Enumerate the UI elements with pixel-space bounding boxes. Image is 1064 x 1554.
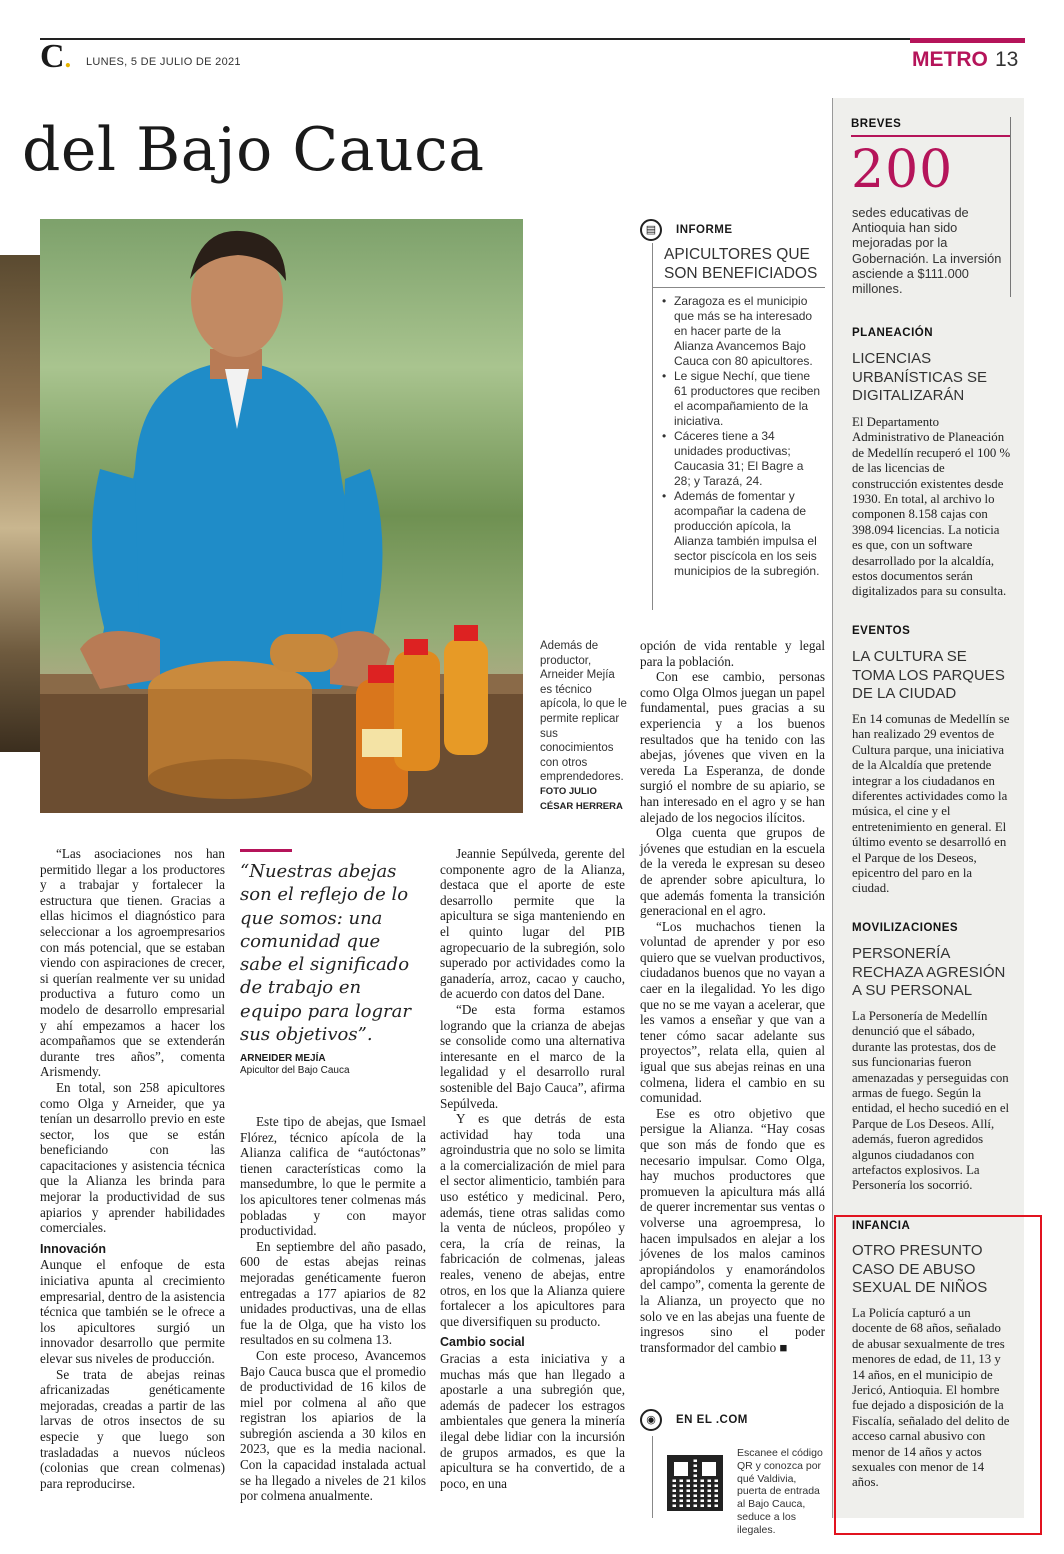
breves-label: BREVES <box>851 118 902 130</box>
photo-caption-text: Además de productor, Arneider Mejía es técnico apícola, lo que le permite replicar sus conocimientos con otros emprendedores. <box>540 640 627 784</box>
paragraph: Con este proceso, Avancemos Bajo Cauca busca que el promedio de productividad de 16 kilos de miel por colmena al año que registran los apiarios de la subregión ascienda a 30 kilos en 2023, que es la media nacional. Con la capacidad instalada actual se ha llegado a niveles de 21 kilos por colmena anualmente. <box>240 1347 426 1504</box>
brief-text-movilizaciones: La Personería de Medellín denunció que el sábado, durante las protestas, dos de sus funcionarias fueron amenazadas y perseguidas con armas de fuego. Según la entidad, el hecho sucedió en el Parque de Los Deseos. Allí, además, fueron agredidos algunos ciudadanos con artefactos explosivos. La Personería los socorrió. <box>852 1009 1010 1193</box>
sidebar-rule <box>832 98 833 1518</box>
left-sleeve <box>92 469 140 649</box>
infobox-title: APICULTORES QUE SON BENEFICIADOS <box>664 246 818 282</box>
brief-text-planeacion: El Departamento Administrativo de Planeación de Medellín recuperó el 100 % de las licencias de construcción existentes desde 1930. En total, al archivo lo componen 8.158 cajas con 398.094 licencias. La noticia es que, con un software desarrollado por la alcaldía, estos documentos serán digitalizados para su consulta. <box>852 415 1011 599</box>
quote-accent-bar <box>240 849 292 852</box>
paragraph: Y es que detrás de esta actividad hay toda una agroindustria que no solo se limita a la comercialización de miel para el sector alimenticio, también para uso estético y medicinal. Pero, además, tiene otras salidas como la venta de núcleos, propóleo y cera, la cría de reinas, la fabricación de colmenas, jaleas reales, veneno de abejas, entre otros, en los que la Alianza quiere fortalecer a los apicultores para que diversifiquen su producto. <box>440 1111 625 1329</box>
breves-vertical-rule <box>1010 117 1011 297</box>
article-column-2 <box>240 1114 426 1504</box>
paragraph: opción de vida rentable y legal para la población. <box>640 638 825 669</box>
breves-underline <box>851 135 1010 137</box>
bottle-label <box>362 729 402 757</box>
photo-caption <box>540 639 630 814</box>
paragraph: “Los muchachos tienen la voluntad de aprender y por eso quiero que se vuelvan productivos, ciudadanos buenos que no vayan a caer en la ilegalidad. Yo les digo que no se me vayan a acelerar, que les vamos a enseñar y que van a tener cómo sacar adelante sus proyectos”, relata ella, quien al igual que sus abejas reinas en una colmena, lidera el cambio en su comunidad. <box>640 918 825 1106</box>
honey-bottle-3 <box>444 639 488 755</box>
photo-credit: FOTO JULIO CÉSAR HERRERA <box>540 785 623 812</box>
infobox-label: INFORME <box>676 224 733 236</box>
brief-text-eventos: En 14 comunas de Medellín se han realizado 29 eventos de Cultura parque, una iniciativa de la Alcaldía que pretende integrar a los ciudadanos en diferentes actividades como la música, el cine y el entretenimiento en general. El último evento se desarrolló en el Parque de los Deseos, epicentro del paro en la ciudad. <box>852 712 1010 896</box>
list-item: • Además de fomentar y acompañar la cadena de producción apícola, la Alianza también impulsa el sector piscícola en los seis municipios de la subregión. <box>660 489 822 579</box>
web-label: EN EL .COM <box>676 1414 748 1426</box>
breves-number: 200 <box>851 140 954 200</box>
paragraph: En total, son 258 apicultores como Olga y Arneider, que ya tenían un desarrollo previo en este sector, los que se están beneficiando con las capacitaciones y asistencia técnica que la Alianza les brinda para mejorar la productividad de sus apiarios y aprender habilidades comerciales. <box>40 1079 225 1236</box>
section-accent-bar <box>910 38 1025 43</box>
bottle-cap-2 <box>404 639 428 655</box>
document-icon: ▤ <box>640 219 662 241</box>
qr-code[interactable] <box>667 1455 723 1511</box>
paragraph: Aunque el enfoque de esta iniciativa apunta al crecimiento empresarial, dentro de la asistencia técnica que también se le ofrece a los apicultores surgió un innovador desarrollo que permite elevar sus niveles de producción. <box>40 1257 225 1366</box>
brief-label-planeacion: PLANEACIÓN <box>852 327 934 339</box>
section-name: METRO <box>912 48 988 71</box>
article-column-4 <box>640 638 825 1355</box>
web-rule <box>652 1436 653 1518</box>
paragraph: “Las asociaciones nos han permitido llegar a los productores y a trabajar y fortalecer la estructura que tienen. Gracias a ellas hicimos el diagnóstico para seleccionar a los agroempresarios con más potencial, que se estaban viendo con aspiraciones de crecer, si querían realmente ver su unidad productiva a futuro como un modelo de desarrollo empresarial y ahí empezamos a hacer los acompañamos que se extenderán durante tres años”, comenta Arismendy. <box>40 846 225 1080</box>
list-item: • Cáceres tiene a 34 unidades productivas; Caucasia 31; El Bagre a 28; y Tarazá, 24. <box>660 429 822 489</box>
paragraph: Olga cuenta que grupos de jóvenes que estudian en la escuela de la vereda le expresan su deseo de aprender sobre apicultura, lo que además fomenta la transición generacional en el agro. <box>640 825 825 919</box>
web-promo-text: Escanee el código QR y conozca por qué Valdivia, puerta de entrada al Bajo Cauca, seduce a los ilegales. <box>737 1447 823 1536</box>
brief-label-eventos: EVENTOS <box>852 625 911 637</box>
infobox-separator <box>652 287 825 288</box>
page-number: 13 <box>995 48 1019 71</box>
subhead-innovacion: Innovación <box>40 1241 106 1256</box>
photo-fragment <box>0 255 40 752</box>
paragraph: Ese es otro objetivo que persigue la Alianza. “Hay cosas que son más de fondo que es necesario impulsar. Como Olga, hay muchos productores que promueven la apicultura más allá de querer incrementar sus ventas o volverse una agroempresa, lo hacen impulsados en alejar a los jóvenes de los malos caminos apropiándolos y enamorándolos del campo”, comenta la gerente de la Alianza, un proyecto que no solo ve en las abejas una fuente de ingresos sino el poder transformador del cambio ■ <box>640 1105 825 1355</box>
paragraph: Se trata de abejas reinas africanizadas genéticamente mejoradas, creadas a partir de las larvas de otros insectos de su especie y que luego son trasladadas a nuevos núcleos (colonias que crean colmenas) para reproducirse. <box>40 1366 225 1491</box>
beekeeper-photo <box>40 219 523 813</box>
paragraph: Jeannie Sepúlveda, gerente del componente agro de la Alianza, destaca que el aporte de este desarrollo permite que la apicultura se siga manteniendo en el quinto lugar del PIB agropecuario de la subregión, solo superado por actividades como la ganadería, arroz, cacao y caucho, de acuerdo con datos del Dane. <box>440 846 625 1002</box>
list-item: • Le sigue Nechí, que tiene 61 productores que reciben el acompañamiento de la iniciativa. <box>660 369 822 429</box>
quote-author-role: Apicultor del Bajo Cauca <box>240 1065 350 1076</box>
paragraph: Gracias a esta iniciativa y a muchas más que han llegado a apostarle a una subregión que, además de padecer los estragos ambientales que genera la minería ilegal debe lidiar con la incursión de grupos armados, es que la apicultura se ha convertido, de a poco, en una <box>440 1351 625 1491</box>
brief-title-movilizaciones: PERSONERÍA RECHAZA AGRESIÓN A SU PERSONAL <box>852 945 1006 999</box>
dateline: LUNES, 5 DE JULIO DE 2021 <box>86 56 241 68</box>
list-item: • Zaragoza es el municipio que más se ha interesado en hacer parte de la Alianza Avancemos Bajo Cauca con 80 apicultores. <box>660 294 822 369</box>
newspaper-logo: C. <box>40 38 72 75</box>
headline: del Bajo Cauca <box>22 115 485 185</box>
paragraph: En septiembre del año pasado, 600 de estas abejas reinas mejoradas genéticamente fueron entregadas a 177 apiarios de 82 unidades productivas, una de ellas fue la de Olga, que ha visto los resultados en su colmena 13. <box>240 1238 426 1348</box>
quote-author: ARNEIDER MEJÍA <box>240 1053 326 1064</box>
brief-title-eventos: LA CULTURA SE TOMA LOS PARQUES DE LA CIUDAD <box>852 648 1005 702</box>
article-column-1 <box>40 846 225 1491</box>
bottle-cap-3 <box>454 625 478 641</box>
highlight-box <box>834 1215 1042 1535</box>
infobox-rule <box>652 243 653 610</box>
paragraph: “De esta forma estamos logrando que la crianza de abejas se consolide como una alternativa interesante en el marco de la legalidad y el desarrollo rural sostenible del Bajo Cauca”, afirma Sepúlveda. <box>440 1001 625 1111</box>
brief-label-movilizaciones: MOVILIZACIONES <box>852 922 959 934</box>
brief-text-infancia: La Policía capturó a un docente de 68 años, señalado de abusar sexualmente de tres menores de edad, de 11, 13 y 14 años, en el municipio de Jericó, Antioquia. El hombre fue dejado a disposición de la Fiscalía, señalado del delito de acceso carnal abusivo con menor de 14 años y actos sexuales con menor de 14 años. <box>852 1306 1010 1490</box>
subhead-cambio-social: Cambio social <box>440 1335 525 1350</box>
infobox-list <box>660 294 822 579</box>
brief-label-infancia: INFANCIA <box>852 1220 911 1232</box>
beekeeper-illustration <box>40 219 523 813</box>
bottle-cap-1 <box>368 665 396 683</box>
wax-disc <box>270 634 338 672</box>
brief-title-planeacion: LICENCIAS URBANÍSTICAS SE DIGITALIZARÁN <box>852 350 988 404</box>
brief-title-infancia: OTRO PRESUNTO CASO DE ABUSO SEXUAL DE NIÑOS <box>852 1242 988 1296</box>
article-column-3 <box>440 846 625 1491</box>
wax-block-bottom <box>148 759 312 799</box>
paragraph: Con ese cambio, personas como Olga Olmos juegan un papel fundamental, pues gracias a su experiencia y a los buenos resultados que ha tenido con las abejas, jóvenes que viven en la vereda La Esperanza, de donde surgió el nombre de su apiario, se han interesado en el agro y se han alejado de los negocios ilícitos. <box>640 669 825 825</box>
pull-quote: “Nuestras abejas son el reflejo de lo que somos: una comunidad que sabe el significado de trabajo en equipo para lograr sus objetivos”. <box>240 861 411 1046</box>
breves-text: sedes educativas de Antioquia han sido mejoradas por la Gobernación. La inversión asciende a $111.000 millones. <box>852 205 1002 297</box>
right-sleeve <box>340 469 383 649</box>
paragraph: Este tipo de abejas, que Ismael Flórez, técnico apícola de la Alianza califica de “autóctonas” tienen características como la mansedumbre, lo que le permite a los apicultores tener colmenas más pobladas y con mayor productividad. <box>240 1114 426 1239</box>
header-rule <box>40 38 1025 40</box>
web-icon: ◉ <box>640 1409 662 1431</box>
